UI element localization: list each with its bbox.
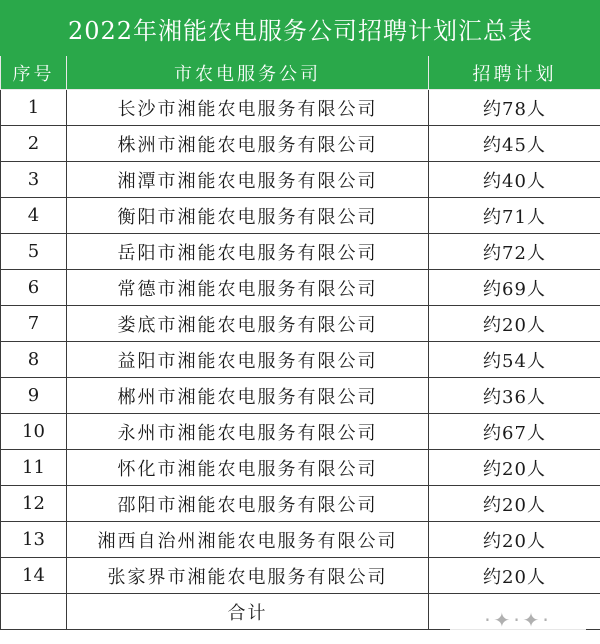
row-company: 邵阳市湘能农电服务有限公司: [67, 486, 429, 522]
table-row: [1, 198, 600, 234]
table-row: [1, 450, 600, 486]
row-index: 8: [1, 342, 67, 378]
table-row: [1, 414, 600, 450]
row-company: 娄底市湘能农电服务有限公司: [67, 306, 429, 342]
watermark-overlay: [450, 596, 586, 644]
table-row: [1, 126, 600, 162]
row-company: 株洲市湘能农电服务有限公司: [67, 126, 429, 162]
row-index: 6: [1, 270, 67, 306]
row-plan: 约40人: [429, 162, 600, 198]
row-plan: 约20人: [429, 306, 600, 342]
header-company: 市农电服务公司: [67, 56, 429, 90]
table-row: [1, 90, 600, 126]
row-index: 7: [1, 306, 67, 342]
row-plan: 约78人: [429, 90, 600, 126]
row-company: 怀化市湘能农电服务有限公司: [67, 450, 429, 486]
row-index: 14: [1, 558, 67, 594]
row-company: 张家界市湘能农电服务有限公司: [67, 558, 429, 594]
total-index-cell: [1, 594, 67, 630]
row-index: 1: [1, 90, 67, 126]
table-row: [1, 558, 600, 594]
table-row: [1, 306, 600, 342]
row-plan: 约54人: [429, 342, 600, 378]
row-company: 衡阳市湘能农电服务有限公司: [67, 198, 429, 234]
row-index: 4: [1, 198, 67, 234]
total-label: 合计: [67, 594, 429, 630]
row-index: 13: [1, 522, 67, 558]
row-index: 10: [1, 414, 67, 450]
row-company: 郴州市湘能农电服务有限公司: [67, 378, 429, 414]
row-company: 永州市湘能农电服务有限公司: [67, 414, 429, 450]
row-plan: 约20人: [429, 450, 600, 486]
row-plan: 约72人: [429, 234, 600, 270]
row-plan: 约20人: [429, 486, 600, 522]
row-plan: 约69人: [429, 270, 600, 306]
header-plan: 招聘计划: [429, 56, 600, 90]
row-company: 湘西自治州湘能农电服务有限公司: [67, 522, 429, 558]
table-body: [1, 90, 600, 594]
watermark-dots-icon: ·✦·✦·: [484, 608, 552, 632]
table-row: [1, 162, 600, 198]
row-company: 长沙市湘能农电服务有限公司: [67, 90, 429, 126]
row-plan: 约67人: [429, 414, 600, 450]
row-company: 常德市湘能农电服务有限公司: [67, 270, 429, 306]
table-row: [1, 486, 600, 522]
row-company: 益阳市湘能农电服务有限公司: [67, 342, 429, 378]
table-title: 2022年湘能农电服务公司招聘计划汇总表: [1, 1, 600, 56]
row-company: 湘潭市湘能农电服务有限公司: [67, 162, 429, 198]
row-index: 5: [1, 234, 67, 270]
row-index: 9: [1, 378, 67, 414]
row-plan: 约71人: [429, 198, 600, 234]
row-index: 11: [1, 450, 67, 486]
row-company: 岳阳市湘能农电服务有限公司: [67, 234, 429, 270]
table-row: [1, 234, 600, 270]
table-row: [1, 522, 600, 558]
row-plan: 约20人: [429, 522, 600, 558]
row-index: 12: [1, 486, 67, 522]
header-index: 序号: [1, 56, 67, 90]
table-row: [1, 270, 600, 306]
table-row: [1, 342, 600, 378]
row-index: 2: [1, 126, 67, 162]
row-plan: 约20人: [429, 558, 600, 594]
table-row: [1, 378, 600, 414]
row-plan: 约36人: [429, 378, 600, 414]
row-index: 3: [1, 162, 67, 198]
row-plan: 约45人: [429, 126, 600, 162]
